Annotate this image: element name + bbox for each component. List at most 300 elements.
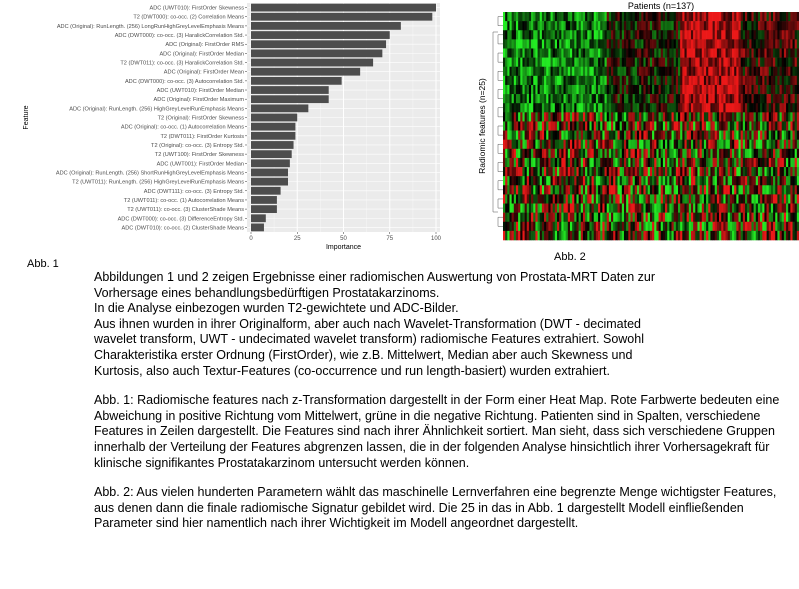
- heatmap-cell: [555, 58, 557, 67]
- heatmap-cell: [585, 67, 587, 76]
- heatmap-cell: [741, 204, 743, 213]
- heatmap-cell: [598, 158, 600, 167]
- heatmap-cell: [771, 67, 773, 76]
- heatmap-cell: [566, 158, 568, 167]
- heatmap-cell: [754, 30, 756, 39]
- heatmap-cell: [620, 12, 622, 21]
- heatmap-cell: [516, 121, 518, 130]
- heatmap-cell: [626, 213, 628, 222]
- heatmap-cell: [544, 158, 546, 167]
- heatmap-cell: [652, 21, 654, 30]
- heatmap-cell: [529, 94, 531, 103]
- heatmap-cell: [659, 39, 661, 48]
- heatmap-cell: [648, 76, 650, 85]
- heatmap-cell: [520, 167, 522, 176]
- heatmap-cell: [700, 94, 702, 103]
- heatmap-cell: [762, 39, 764, 48]
- heatmap-cell: [667, 204, 669, 213]
- heatmap-cell: [760, 67, 762, 76]
- heatmap-cell: [728, 222, 730, 231]
- heatmap-cell: [793, 48, 795, 57]
- heatmap-cell: [758, 76, 760, 85]
- heatmap-cell: [607, 85, 609, 94]
- heatmap-cell: [583, 213, 585, 222]
- heatmap-cell: [514, 21, 516, 30]
- heatmap-cell: [773, 231, 775, 240]
- heatmap-cell: [747, 231, 749, 240]
- heatmap-cell: [736, 58, 738, 67]
- heatmap-cell: [551, 58, 553, 67]
- heatmap-cell: [516, 21, 518, 30]
- heatmap-cell: [548, 58, 550, 67]
- heatmap-cell: [754, 112, 756, 121]
- heatmap-cell: [769, 149, 771, 158]
- heatmap-cell: [600, 30, 602, 39]
- heatmap-cell: [592, 76, 594, 85]
- heatmap-cell: [706, 222, 708, 231]
- heatmap-cell: [576, 185, 578, 194]
- heatmap-cell: [568, 176, 570, 185]
- heatmap-cell: [594, 121, 596, 130]
- heatmap-cell: [758, 140, 760, 149]
- heatmap-cell: [691, 112, 693, 121]
- heatmap-cell: [542, 39, 544, 48]
- heatmap-cell: [535, 67, 537, 76]
- heatmap-cell: [505, 103, 507, 112]
- heatmap-cell: [743, 185, 745, 194]
- heatmap-cell: [674, 48, 676, 57]
- heatmap-cell: [682, 222, 684, 231]
- heatmap-cell: [656, 158, 658, 167]
- heatmap-cell: [656, 30, 658, 39]
- heatmap-cell: [553, 167, 555, 176]
- heatmap-cell: [615, 39, 617, 48]
- heatmap-cell: [643, 167, 645, 176]
- heatmap-cell: [719, 30, 721, 39]
- heatmap-cell: [615, 30, 617, 39]
- heatmap-cell: [654, 76, 656, 85]
- heatmap-cell: [516, 103, 518, 112]
- heatmap-cell: [609, 85, 611, 94]
- heatmap-cell: [777, 131, 779, 140]
- heatmap-cell: [514, 85, 516, 94]
- heatmap-cell: [790, 167, 792, 176]
- heatmap-cell: [531, 121, 533, 130]
- heatmap-cell: [715, 58, 717, 67]
- importance-bar: [251, 95, 329, 103]
- heatmap-cell: [618, 149, 620, 158]
- heatmap-cell: [514, 204, 516, 213]
- heatmap-cell: [710, 140, 712, 149]
- heatmap-cell: [713, 58, 715, 67]
- heatmap-cell: [535, 48, 537, 57]
- heatmap-cell: [659, 158, 661, 167]
- heatmap-cell: [769, 176, 771, 185]
- heatmap-cell: [736, 140, 738, 149]
- heatmap-cell: [527, 194, 529, 203]
- heatmap-cell: [637, 121, 639, 130]
- heatmap-cell: [596, 39, 598, 48]
- heatmap-cell: [780, 58, 782, 67]
- heatmap-cell: [535, 121, 537, 130]
- heatmap-cell: [652, 222, 654, 231]
- heatmap-cell: [780, 204, 782, 213]
- heatmap-cell: [661, 131, 663, 140]
- heatmap-cell: [793, 222, 795, 231]
- heatmap-cell: [527, 67, 529, 76]
- heatmap-cell: [749, 112, 751, 121]
- heatmap-cell: [710, 94, 712, 103]
- heatmap-cell: [676, 204, 678, 213]
- heatmap-cell: [531, 167, 533, 176]
- heatmap-cell: [583, 112, 585, 121]
- heatmap-cell: [745, 21, 747, 30]
- heatmap-cell: [535, 94, 537, 103]
- heatmap-cell: [555, 30, 557, 39]
- heatmap-cell: [665, 94, 667, 103]
- heatmap-cell: [646, 21, 648, 30]
- heatmap-cell: [713, 21, 715, 30]
- heatmap-cell: [611, 231, 613, 240]
- heatmap-cell: [756, 48, 758, 57]
- heatmap-cell: [764, 149, 766, 158]
- heatmap-cell: [669, 58, 671, 67]
- heatmap-cell: [572, 204, 574, 213]
- heatmap-cell: [589, 85, 591, 94]
- heatmap-cell: [551, 213, 553, 222]
- heatmap-cell: [736, 204, 738, 213]
- heatmap-cell: [708, 112, 710, 121]
- heatmap-cell: [525, 131, 527, 140]
- heatmap-cell: [680, 12, 682, 21]
- heatmap-cell: [734, 140, 736, 149]
- heatmap-cell: [600, 176, 602, 185]
- heatmap-cell: [790, 67, 792, 76]
- heatmap-cell: [760, 131, 762, 140]
- heatmap-cell: [514, 58, 516, 67]
- heatmap-cell: [529, 103, 531, 112]
- heatmap-cell: [605, 39, 607, 48]
- heatmap-cell: [687, 140, 689, 149]
- heatmap-cell: [743, 85, 745, 94]
- heatmap-cell: [704, 103, 706, 112]
- heatmap-cell: [663, 121, 665, 130]
- heatmap-cell: [704, 222, 706, 231]
- heatmap-cell: [702, 76, 704, 85]
- heatmap-cell: [656, 131, 658, 140]
- heatmap-cell: [674, 76, 676, 85]
- heatmap-cell: [555, 94, 557, 103]
- heatmap-cell: [726, 222, 728, 231]
- heatmap-cell: [598, 112, 600, 121]
- heatmap-cell: [650, 12, 652, 21]
- heatmap-cell: [630, 58, 632, 67]
- heatmap-cell: [741, 85, 743, 94]
- heatmap-cell: [684, 167, 686, 176]
- heatmap-cell: [723, 149, 725, 158]
- heatmap-cell: [525, 213, 527, 222]
- heatmap-cell: [540, 103, 542, 112]
- heatmap-cell: [693, 12, 695, 21]
- heatmap-cell: [793, 158, 795, 167]
- heatmap-cell: [654, 204, 656, 213]
- heatmap-cell: [520, 176, 522, 185]
- heatmap-cell: [702, 140, 704, 149]
- heatmap-cell: [745, 131, 747, 140]
- heatmap-cell: [721, 204, 723, 213]
- heatmap-cell: [551, 76, 553, 85]
- importance-bar: [251, 22, 401, 30]
- heatmap-cell: [639, 121, 641, 130]
- heatmap-cell: [615, 85, 617, 94]
- heatmap-cell: [581, 76, 583, 85]
- heatmap-cell: [648, 21, 650, 30]
- heatmap-cell: [723, 194, 725, 203]
- heatmap-cell: [635, 140, 637, 149]
- heatmap-cell: [648, 204, 650, 213]
- heatmap-cell: [713, 149, 715, 158]
- heatmap-cell: [790, 121, 792, 130]
- heatmap-cell: [691, 222, 693, 231]
- heatmap-cell: [719, 58, 721, 67]
- heatmap-cell: [587, 204, 589, 213]
- heatmap-cell: [771, 85, 773, 94]
- heatmap-cell: [739, 85, 741, 94]
- heatmap-cell: [745, 158, 747, 167]
- heatmap-cell: [786, 204, 788, 213]
- heatmap-cell: [782, 185, 784, 194]
- heatmap-cell: [514, 149, 516, 158]
- heatmap-cell: [607, 231, 609, 240]
- heatmap-cell: [542, 30, 544, 39]
- heatmap-cell: [745, 204, 747, 213]
- heatmap-cell: [717, 12, 719, 21]
- heatmap-cell: [684, 103, 686, 112]
- heatmap-cell: [695, 231, 697, 240]
- heatmap-cell: [676, 121, 678, 130]
- heatmap-cell: [525, 30, 527, 39]
- heatmap-cell: [639, 194, 641, 203]
- heatmap-cell: [652, 158, 654, 167]
- heatmap-cell: [561, 58, 563, 67]
- heatmap-cell: [741, 21, 743, 30]
- heatmap-cell: [784, 94, 786, 103]
- heatmap-cell: [622, 231, 624, 240]
- heatmap-cell: [581, 58, 583, 67]
- heatmap-cell: [661, 85, 663, 94]
- heatmap-cell: [793, 204, 795, 213]
- heatmap-cell: [559, 185, 561, 194]
- heatmap-cell: [615, 194, 617, 203]
- heatmap-cell: [559, 85, 561, 94]
- heatmap-cell: [587, 39, 589, 48]
- heatmap-cell: [615, 204, 617, 213]
- feature-label: ADC (DWT000): co-occ. (3) HaralickCorrelation Std.: [114, 33, 244, 40]
- heatmap-cell: [555, 222, 557, 231]
- heatmap-cell: [715, 94, 717, 103]
- heatmap-cell: [546, 67, 548, 76]
- heatmap-cell: [713, 94, 715, 103]
- heatmap-cell: [583, 85, 585, 94]
- heatmap-cell: [615, 21, 617, 30]
- heatmap-cell: [760, 194, 762, 203]
- heatmap-cell: [535, 21, 537, 30]
- heatmap-cell: [795, 121, 797, 130]
- heatmap-cell: [626, 194, 628, 203]
- heatmap-cell: [637, 39, 639, 48]
- heatmap-cell: [605, 30, 607, 39]
- heatmap-cell: [557, 85, 559, 94]
- heatmap-cell: [728, 213, 730, 222]
- heatmap-cell: [598, 167, 600, 176]
- heatmap-cell: [641, 76, 643, 85]
- heatmap-cell: [719, 204, 721, 213]
- heatmap-cell: [615, 185, 617, 194]
- heatmap-cell: [641, 48, 643, 57]
- heatmap-cell: [652, 112, 654, 121]
- heatmap-cell: [713, 30, 715, 39]
- heatmap-cell: [555, 76, 557, 85]
- heatmap-cell: [764, 39, 766, 48]
- heatmap-cell: [516, 167, 518, 176]
- heatmap-cell: [533, 121, 535, 130]
- heatmap-cell: [777, 39, 779, 48]
- heatmap-cell: [784, 167, 786, 176]
- heatmap-cell: [635, 12, 637, 21]
- heatmap-cell: [758, 131, 760, 140]
- heatmap-cell: [672, 12, 674, 21]
- heatmap-cell: [540, 30, 542, 39]
- heatmap-cell: [622, 30, 624, 39]
- heatmap-cell: [553, 85, 555, 94]
- heatmap-cell: [775, 204, 777, 213]
- heatmap-cell: [784, 39, 786, 48]
- heatmap-cell: [721, 48, 723, 57]
- heatmap-cell: [587, 213, 589, 222]
- heatmap-cell: [732, 103, 734, 112]
- heatmap-cell: [661, 103, 663, 112]
- heatmap-cell: [771, 121, 773, 130]
- heatmap-cell: [695, 76, 697, 85]
- x-tick-label: 50: [340, 236, 347, 242]
- heatmap-cell: [563, 231, 565, 240]
- heatmap-cell: [633, 204, 635, 213]
- heatmap-cell: [535, 176, 537, 185]
- feature-label: ADC (UWT001): FirstOrder Median: [156, 161, 244, 168]
- heatmap-cell: [751, 94, 753, 103]
- heatmap-cell: [609, 185, 611, 194]
- heatmap-cell: [579, 30, 581, 39]
- feature-label: ADC (Original): FirstOrder Mean: [163, 69, 244, 76]
- heatmap-cell: [790, 39, 792, 48]
- heatmap-cell: [715, 131, 717, 140]
- heatmap-cell: [533, 140, 535, 149]
- heatmap-cell: [574, 103, 576, 112]
- heatmap-cell: [622, 12, 624, 21]
- heatmap-cell: [734, 121, 736, 130]
- heatmap-cell: [535, 167, 537, 176]
- heatmap-cell: [579, 85, 581, 94]
- heatmap-cell: [555, 194, 557, 203]
- heatmap-cell: [669, 21, 671, 30]
- heatmap-cell: [756, 222, 758, 231]
- heatmap-cell: [579, 58, 581, 67]
- heatmap-cell: [540, 231, 542, 240]
- heatmap-cell: [777, 103, 779, 112]
- heatmap-cell: [507, 231, 509, 240]
- heatmap-cell: [697, 213, 699, 222]
- heatmap-cell: [702, 39, 704, 48]
- heatmap-cell: [596, 58, 598, 67]
- importance-bar: [251, 13, 432, 21]
- heatmap-cell: [598, 213, 600, 222]
- heatmap-cell: [529, 131, 531, 140]
- heatmap-cell: [635, 222, 637, 231]
- heatmap-cell: [682, 39, 684, 48]
- heatmap-cell: [741, 76, 743, 85]
- heatmap-cell: [684, 149, 686, 158]
- heatmap-cell: [695, 12, 697, 21]
- heatmap-cell: [749, 67, 751, 76]
- heatmap-cell: [726, 204, 728, 213]
- heatmap-cell: [628, 121, 630, 130]
- heatmap-cell: [730, 30, 732, 39]
- heatmap-cell: [529, 76, 531, 85]
- heatmap-cell: [535, 158, 537, 167]
- heatmap-cell: [719, 167, 721, 176]
- heatmap-cell: [717, 140, 719, 149]
- heatmap-cell: [505, 85, 507, 94]
- heatmap-cell: [639, 158, 641, 167]
- heatmap-cell: [568, 213, 570, 222]
- heatmap-cell: [531, 185, 533, 194]
- heatmap-cell: [618, 30, 620, 39]
- heatmap-cell: [758, 158, 760, 167]
- heatmap-cell: [749, 149, 751, 158]
- heatmap-cell: [706, 58, 708, 67]
- heatmap-cell: [518, 222, 520, 231]
- heatmap-cell: [605, 94, 607, 103]
- heatmap-cell: [650, 213, 652, 222]
- heatmap-cell: [672, 58, 674, 67]
- heatmap-cell: [518, 176, 520, 185]
- heatmap-cell: [786, 58, 788, 67]
- heatmap-cell: [535, 58, 537, 67]
- heatmap-cell: [650, 30, 652, 39]
- heatmap-cell: [529, 121, 531, 130]
- heatmap-cell: [568, 30, 570, 39]
- heatmap-cell: [726, 67, 728, 76]
- heatmap-cell: [525, 176, 527, 185]
- heatmap-cell: [680, 103, 682, 112]
- heatmap-cell: [700, 103, 702, 112]
- heatmap-cell: [626, 21, 628, 30]
- heatmap-cell: [650, 103, 652, 112]
- heatmap-cell: [672, 76, 674, 85]
- heatmap-cell: [758, 185, 760, 194]
- heatmap-cell: [736, 76, 738, 85]
- heatmap-cell: [637, 58, 639, 67]
- heatmap-cell: [548, 194, 550, 203]
- heatmap-cell: [702, 121, 704, 130]
- heatmap-cell: [717, 48, 719, 57]
- heatmap-cell: [613, 121, 615, 130]
- heatmap-cell: [786, 48, 788, 57]
- heatmap-cell: [775, 39, 777, 48]
- heatmap-cell: [546, 149, 548, 158]
- heatmap-cell: [710, 76, 712, 85]
- heatmap-cell: [786, 85, 788, 94]
